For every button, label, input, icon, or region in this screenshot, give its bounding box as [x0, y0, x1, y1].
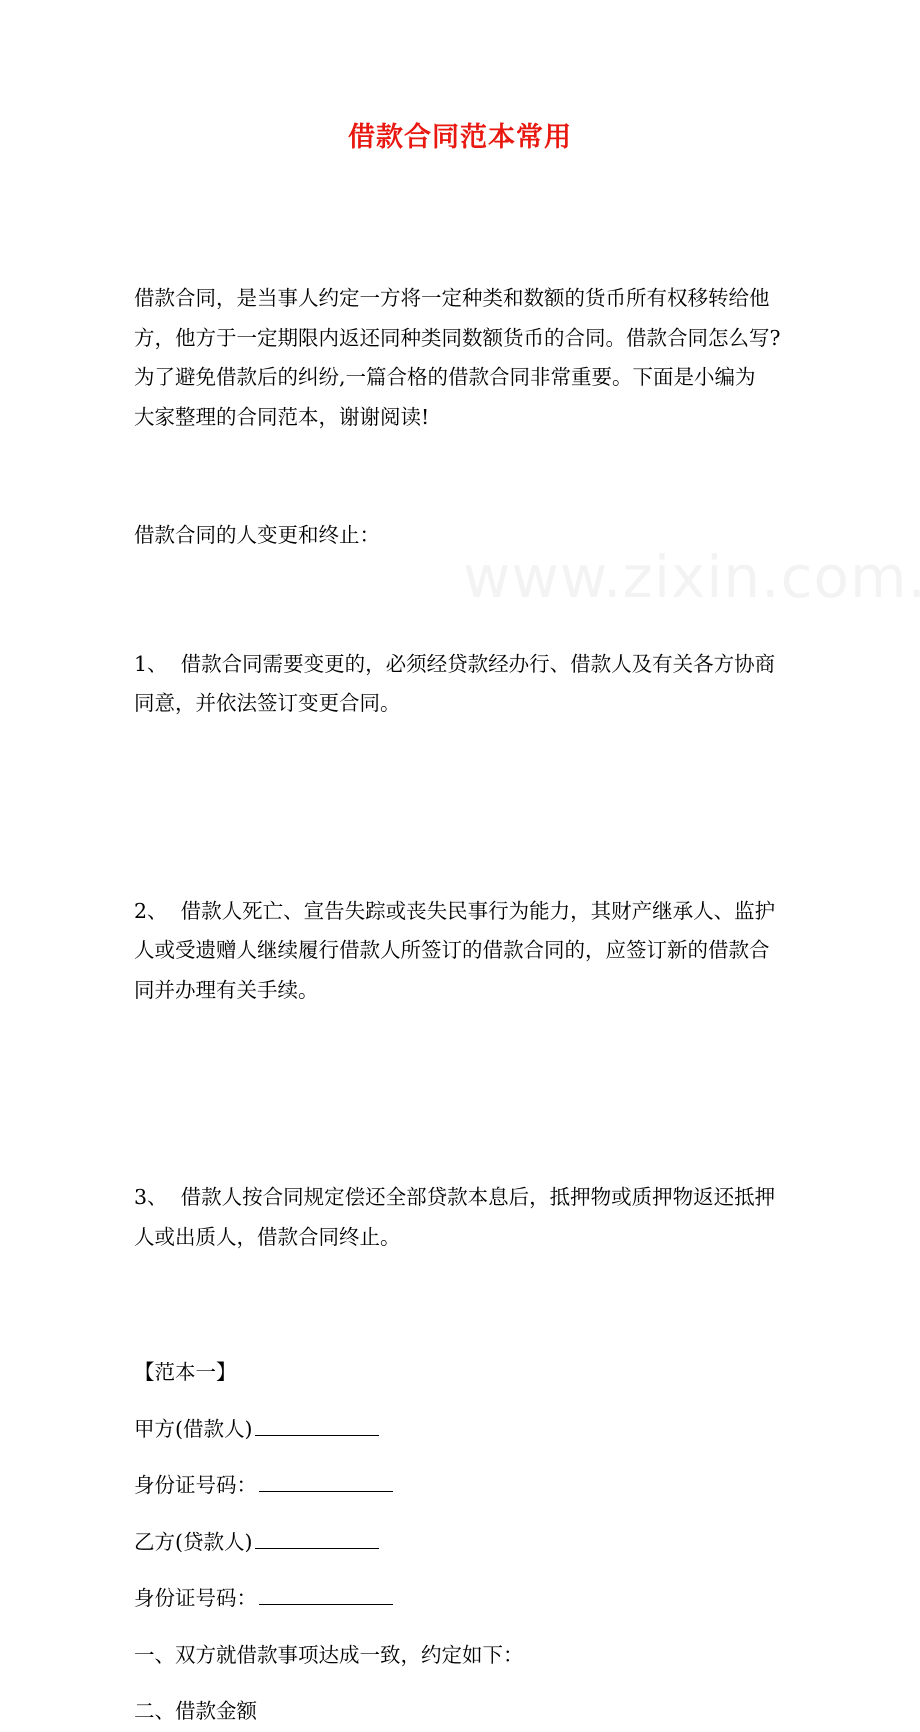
document-title: 借款合同范本常用: [348, 122, 572, 153]
clause-1: 一、双方就借款事项达成一致，约定如下：: [134, 1642, 524, 1667]
party-a-blank: [255, 1417, 379, 1436]
id-line-2: [134, 1579, 804, 1619]
list-item-line: 1、 借款合同需要变更的，必须经贷款经办行、借款人及有关各方协商: [134, 651, 776, 676]
list-item-2: [134, 813, 804, 1090]
document-body: [134, 200, 804, 1732]
id-blank: [259, 1473, 393, 1492]
id-label: 身份证号码：: [134, 1473, 257, 1497]
party-b-label: 乙方(贷款人): [134, 1529, 253, 1554]
list-item-3: [134, 1099, 804, 1336]
party-a-line: [134, 1410, 804, 1450]
intro-line: 借款合同，是当事人约定一方将一定种类和数额的货币所有权移转给他: [134, 286, 770, 310]
id-blank: [259, 1586, 393, 1605]
clause-2: 二、借款金额: [134, 1699, 257, 1723]
section-heading: 借款合同的人变更和终止：: [134, 523, 380, 547]
list-item-line: 人或受遗赠人继续履行借款人所签订的借款合同的，应签订新的借款合: [134, 938, 770, 962]
intro-line: 为了避免借款后的纠纷,一篇合格的借款合同非常重要。下面是小编为: [134, 365, 756, 389]
list-item-line: 人或出质人，借款合同终止。: [134, 1224, 401, 1249]
party-a-label: 甲方(借款人): [134, 1416, 253, 1441]
list-item-line: 3、 借款人按合同规定偿还全部贷款本息后，抵押物或质押物返还抵押: [134, 1185, 776, 1209]
intro-line: 方，他方于一定期限内返还同种类同数额货币的合同。借款合同怎么写?: [134, 325, 781, 350]
list-item-1: [134, 566, 804, 803]
intro-line: 大家整理的合同范本，谢谢阅读!: [134, 404, 430, 429]
id-line-1: [134, 1466, 804, 1506]
party-b-blank: [255, 1530, 379, 1549]
intro-paragraph: [134, 200, 804, 516]
list-item-line: 同并办理有关手续。: [134, 977, 319, 1002]
id-label: 身份证号码：: [134, 1586, 257, 1610]
sample-label: 【范本一】: [134, 1360, 237, 1384]
list-item-line: 2、 借款人死亡、宣告失踪或丧失民事行为能力，其财产继承人、监护: [134, 898, 776, 923]
list-item-line: 同意，并依法签订变更合同。: [134, 691, 401, 715]
party-b-line: [134, 1523, 804, 1563]
